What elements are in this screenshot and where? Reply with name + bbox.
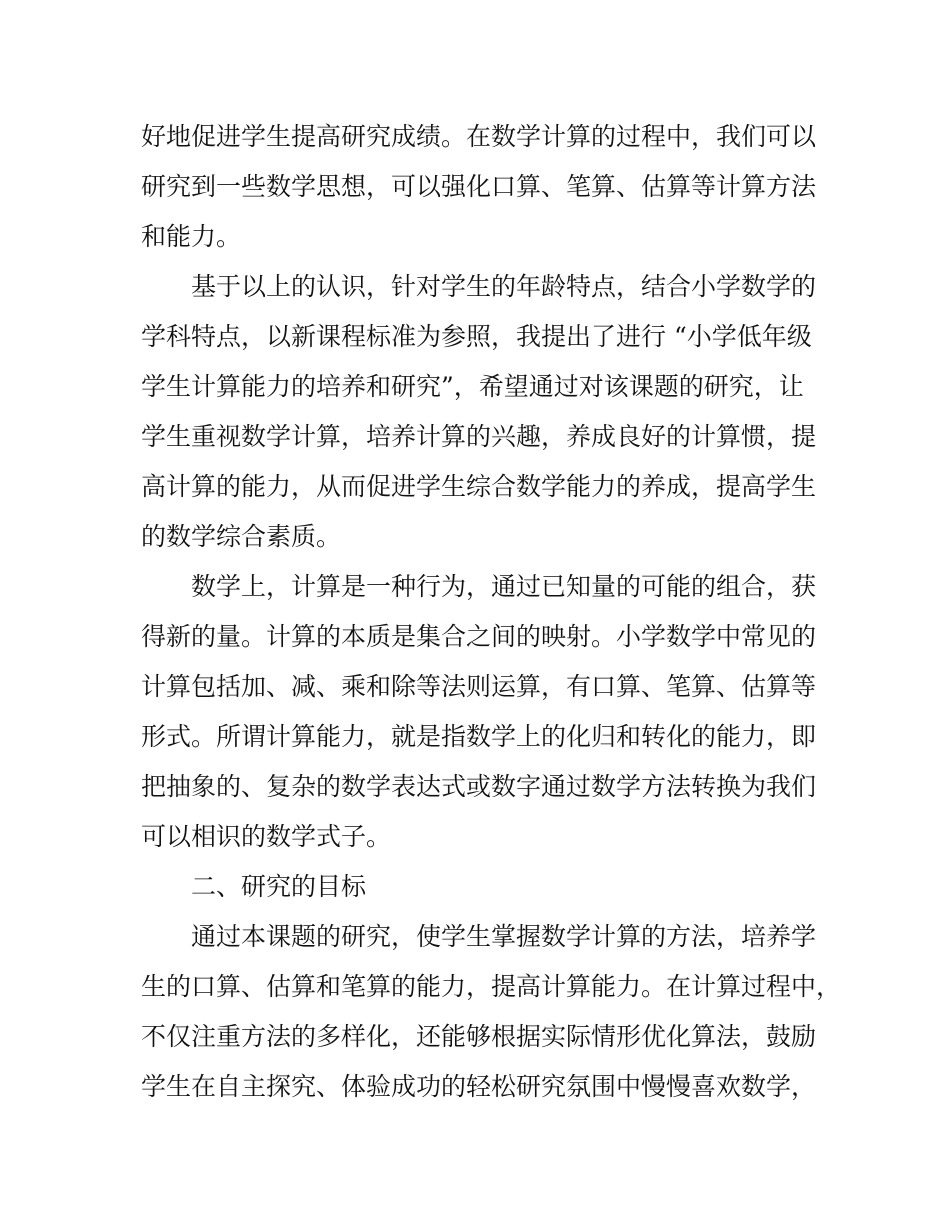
paragraph-first-line: 通过本课题的研究，使学生掌握数学计算的方法，培养学 [191, 922, 817, 951]
document-body [141, 112, 842, 1112]
text-line: 形式。所谓计算能力，就是指数学上的化归和转化的能力，即 [141, 722, 817, 751]
text-line: 研究到一些数学思想，可以强化口算、笔算、估算等计算方法 [141, 172, 817, 201]
text-line: 的数学综合素质。 [141, 522, 342, 551]
text-line: 得新的量。计算的本质是集合之间的映射。小学数学中常见的 [141, 622, 817, 651]
text-line: 不仅注重方法的多样化，还能够根据实际情形优化算法，鼓励 [141, 1022, 817, 1051]
text-line: 学生在自主探究、体验成功的轻松研究氛围中慢慢喜欢数学， [141, 1072, 817, 1101]
paragraph-first-line: 数学上，计算是一种行为，通过已知量的可能的组合，获 [191, 572, 817, 601]
text-line: 好地促进学生提高研究成绩。在数学计算的过程中，我们可以 [141, 122, 817, 151]
text-line: 学生重视数学计算，培养计算的兴趣，养成良好的计算惯，提 [141, 422, 817, 451]
text-line: 生的口算、估算和笔算的能力，提高计算能力。在计算过程中， [141, 972, 842, 1001]
text-line: 计算包括加、减、乘和除等法则运算，有口算、笔算、估算等 [141, 672, 817, 701]
section-heading: 二、研究的目标 [191, 872, 367, 901]
paragraph-first-line: 基于以上的认识，针对学生的年龄特点，结合小学数学的 [191, 272, 817, 301]
text-line: 高计算的能力，从而促进学生综合数学能力的养成，提高学生 [141, 472, 817, 501]
text-line: 学科特点，以新课程标准为参照，我提出了进行 “小学低年级 [141, 322, 812, 351]
text-line: 可以相识的数学式子。 [141, 822, 392, 851]
text-line: 学生计算能力的培养和研究”，希望通过对该课题的研究，让 [141, 372, 804, 401]
text-line: 把抽象的、复杂的数学表达式或数字通过数学方法转换为我们 [141, 772, 817, 801]
text-line: 和能力。 [141, 222, 242, 251]
